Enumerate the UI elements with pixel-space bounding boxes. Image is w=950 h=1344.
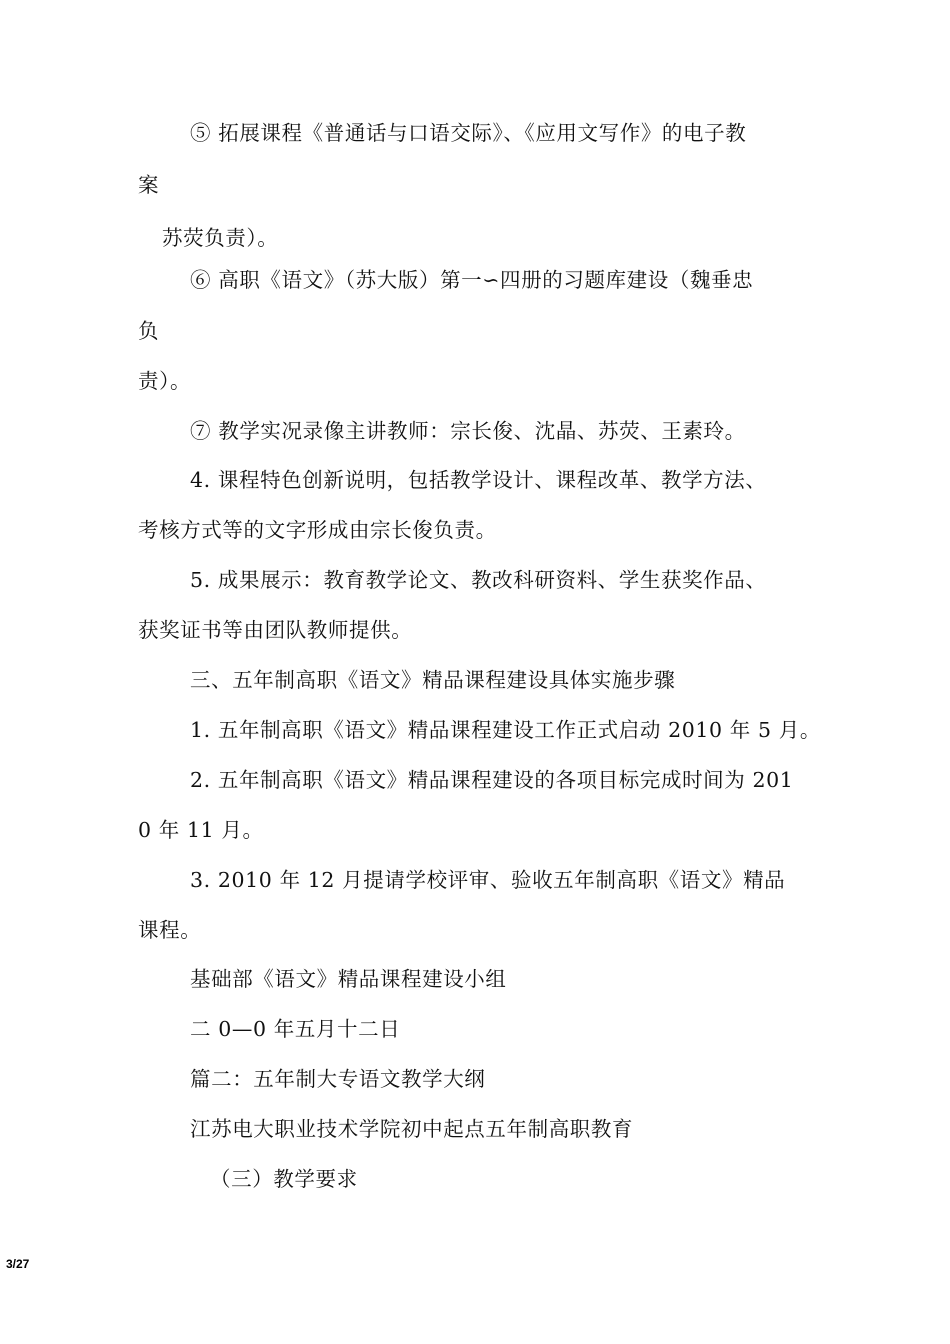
paragraph-5-continued: 获奖证书等由团队教师提供。: [138, 618, 413, 642]
step-3-continued: 课程。: [138, 918, 202, 942]
signature-group: 基础部《语文》精品课程建设小组: [190, 967, 507, 991]
paragraph-item-5: ⑤ 拓展课程《普通话与口语交际》、《应用文写作》的电子教: [190, 121, 747, 145]
subsection-heading: （三）教学要求: [210, 1167, 358, 1191]
paragraph-5: 5. 成果展示：教育教学论文、教改科研资料、学生获奖作品、: [190, 568, 767, 592]
signature-date: 二 0—0 年五月十二日: [190, 1017, 401, 1041]
paragraph-item-5-end: 苏荧负责）。: [162, 226, 279, 250]
chapter-title: 篇二：五年制大专语文教学大纲: [190, 1067, 486, 1091]
paragraph-4-continued: 考核方式等的文字形成由宗长俊负责。: [138, 518, 497, 542]
paragraph-item-6: ⑥ 高职《语文》（苏大版）第一∽四册的习题库建设（魏垂忠: [190, 268, 754, 292]
step-2-continued: 0 年 11 月。: [138, 818, 264, 842]
paragraph-item-6-continued: 负: [138, 319, 160, 343]
paragraph-item-5-continued: 案: [138, 173, 160, 197]
paragraph-4: 4. 课程特色创新说明，包括教学设计、课程改革、教学方法、: [190, 468, 767, 492]
page-number: 3/27: [6, 1257, 30, 1271]
paragraph-item-6-end: 责）。: [138, 369, 192, 393]
step-1: 1. 五年制高职《语文》精品课程建设工作正式启动 2010 年 5 月。: [190, 718, 821, 742]
institution-line: 江苏电大职业技术学院初中起点五年制高职教育: [190, 1117, 634, 1141]
section-heading-3: 三、五年制高职《语文》精品课程建设具体实施步骤: [190, 668, 676, 692]
paragraph-item-7: ⑦ 教学实况录像主讲教师：宗长俊、沈晶、苏荧、王素玲。: [190, 419, 746, 443]
step-2: 2. 五年制高职《语文》精品课程建设的各项目标完成时间为 201: [190, 768, 794, 792]
step-3: 3. 2010 年 12 月提请学校评审、验收五年制高职《语文》精品: [190, 868, 786, 892]
